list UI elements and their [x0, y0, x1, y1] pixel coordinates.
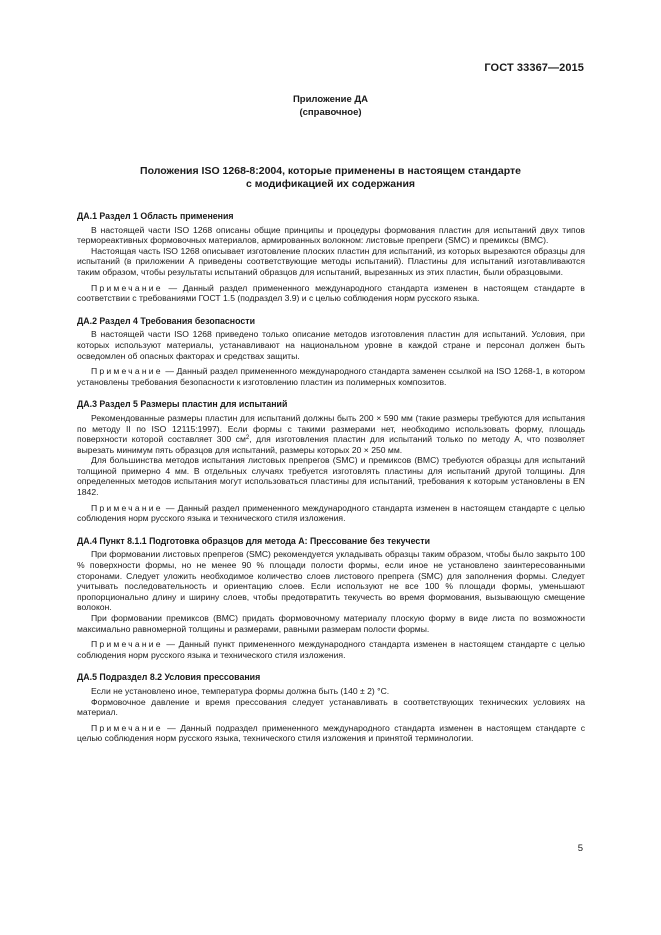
superscript: 2	[245, 435, 250, 442]
note-text: — Данный раздел примененного международного стандарта изменен в настоящем стандарте с целью соблюдения норм русского языка и технического стиля изложения.	[77, 502, 585, 524]
paragraph	[77, 413, 585, 455]
section-da3	[77, 399, 585, 524]
page-number: 5	[577, 843, 583, 854]
note	[77, 283, 585, 304]
paragraph: Формовочное давление и время прессования следует устанавливать в соответствующих технических условиях на материал.	[77, 696, 585, 718]
paragraph: При формовании премиксов (BMC) придать формовочному материалу плоскую форму в виде листа по возможности максимально равномерной толщины и размерами, равными размерам полости формы.	[77, 613, 585, 634]
note-label: Примечание	[91, 282, 163, 293]
note	[77, 639, 585, 660]
paragraph: Если не установлено иное, температура формы должна быть (140 ± 2) °С.	[91, 685, 390, 696]
section-heading: ДА.1 Раздел 1 Область применения	[77, 211, 234, 221]
note-label: Примечание	[91, 639, 163, 650]
document-title	[60, 165, 601, 191]
paragraph: Для большинства методов испытания листовых препрегов (SMC) и премиксов (BMC) требуются образцы для испытаний толщиной примерно 4 мм. В отдельных случаях требуется изготовлять пластины для испытаний другой толщины. Для определенных методов испытания могут использоваться пластины для испытаний, требования к которым установлены в EN 1842.	[77, 455, 585, 498]
section-heading: ДА.3 Раздел 5 Размеры пластин для испытаний	[77, 399, 288, 410]
paragraph: В настоящей части ISO 1268 приведено только описание методов изготовления пластин для испытаний. Условия, при которых используют материалы, устанавливают на национальном уровне в каждой стране и персонал должен быть осведомлен об опасных факторах и средствах защиты.	[77, 329, 585, 361]
document-body	[77, 211, 585, 756]
document-title-line2: с модификацией их содержания	[245, 178, 416, 190]
paragraph: При формовании листовых препрегов (SMC) рекомендуется укладывать образцы таким образом, чтобы было закрыто 100 % поверхности формы, но не менее 90 % площади полости формы, если иное не установлено заинтересованными сторонами. Следует уложить необходимое количество слоев листового препрега (SMC) для заполнения формы. Следует учитывать последовательность и ориентацию слоев. Если используют не все 100 % площади формы, уменьшают пропорционально длину и ширину слоев, чтобы предотвратить текучесть во время формования, вызывающую смещение волокон.	[77, 549, 585, 613]
section-da1	[77, 211, 585, 304]
note-label: Примечание	[91, 722, 163, 733]
paragraph: В настоящей части ISO 1268 описаны общие принципы и процедуры формования пластин для испытаний двух типов термореактивных формовочных материалов, армированных волокном: листовые препреги (SMC) и премиксы (BMC).	[77, 224, 585, 246]
note-text: — Данный подраздел примененного международного стандарта изменен в настоящем стандарте с целью соблюдения норм русского языка, технического стиля изложения и принятой терминологии.	[77, 722, 585, 744]
section-heading: ДА.2 Раздел 4 Требования безопасности	[77, 315, 255, 326]
appendix-subtitle: (справочное)	[299, 107, 362, 118]
section-heading: ДА.4 Пункт 8.1.1 Подготовка образцов для метода А: Прессование без текучести	[77, 535, 430, 546]
standard-code: ГОСТ 33367—2015	[484, 62, 584, 74]
paragraph: Настоящая часть ISO 1268 описывает изготовление плоских пластин для испытаний, из которых вырезаются образцы для испытаний (в приложении А приведены соответствующие методы испытаний). Пластины для испытаний изготавливаются таким образом, чтобы результаты испытаний образцов для испытаний, вырезанных из этих пластин, были образцовыми.	[77, 245, 585, 277]
document-title-line1: Положения ISO 1268-8:2004, которые применены в настоящем стандарте	[140, 165, 521, 177]
section-da4	[77, 536, 585, 661]
appendix-heading	[0, 93, 661, 119]
appendix-title: Приложение ДА	[292, 94, 369, 105]
section-heading: ДА.5 Подраздел 8.2 Условия прессования	[77, 672, 261, 683]
note-text: — Данный раздел примененного международного стандарта заменен ссылкой на ISO 1268-1, в котором установлены требования безопасности к изготовлению пластин из полимерных композитов.	[77, 366, 585, 387]
section-da5	[77, 672, 585, 744]
note-label: Примечание	[91, 502, 163, 513]
note	[77, 366, 585, 387]
note-text: — Данный раздел примененного международного стандарта изменен в настоящем стандарте в соответствии с требованиями ГОСТ 1.5 (подраздел 3.9) и с целью соблюдения норм русского языка.	[77, 282, 585, 304]
section-da2	[77, 316, 585, 388]
note	[77, 503, 585, 524]
note-text: — Данный пункт примененного международного стандарта изменен в настоящем стандарте с целью соблюдения норм русского языка и технического стиля изложения.	[77, 639, 585, 660]
note	[77, 723, 585, 744]
note-label: Примечание	[91, 366, 163, 377]
paragraph-text: Рекомендованные размеры пластин для испытаний должны быть 200 × 590 мм (такие размеры требуются для испытания по методу II по ISO 12115:1997). Если формы с такими размерами нет, необходимо использовать форму, площадь поверхности которой составляет 300 см	[77, 412, 585, 445]
paragraph-text: , для изготовления пластин для испытаний только по методу А, что позволяет вырезать минимум пять образцов для испытаний, размеры которых 20 × 250 мм.	[77, 434, 585, 455]
